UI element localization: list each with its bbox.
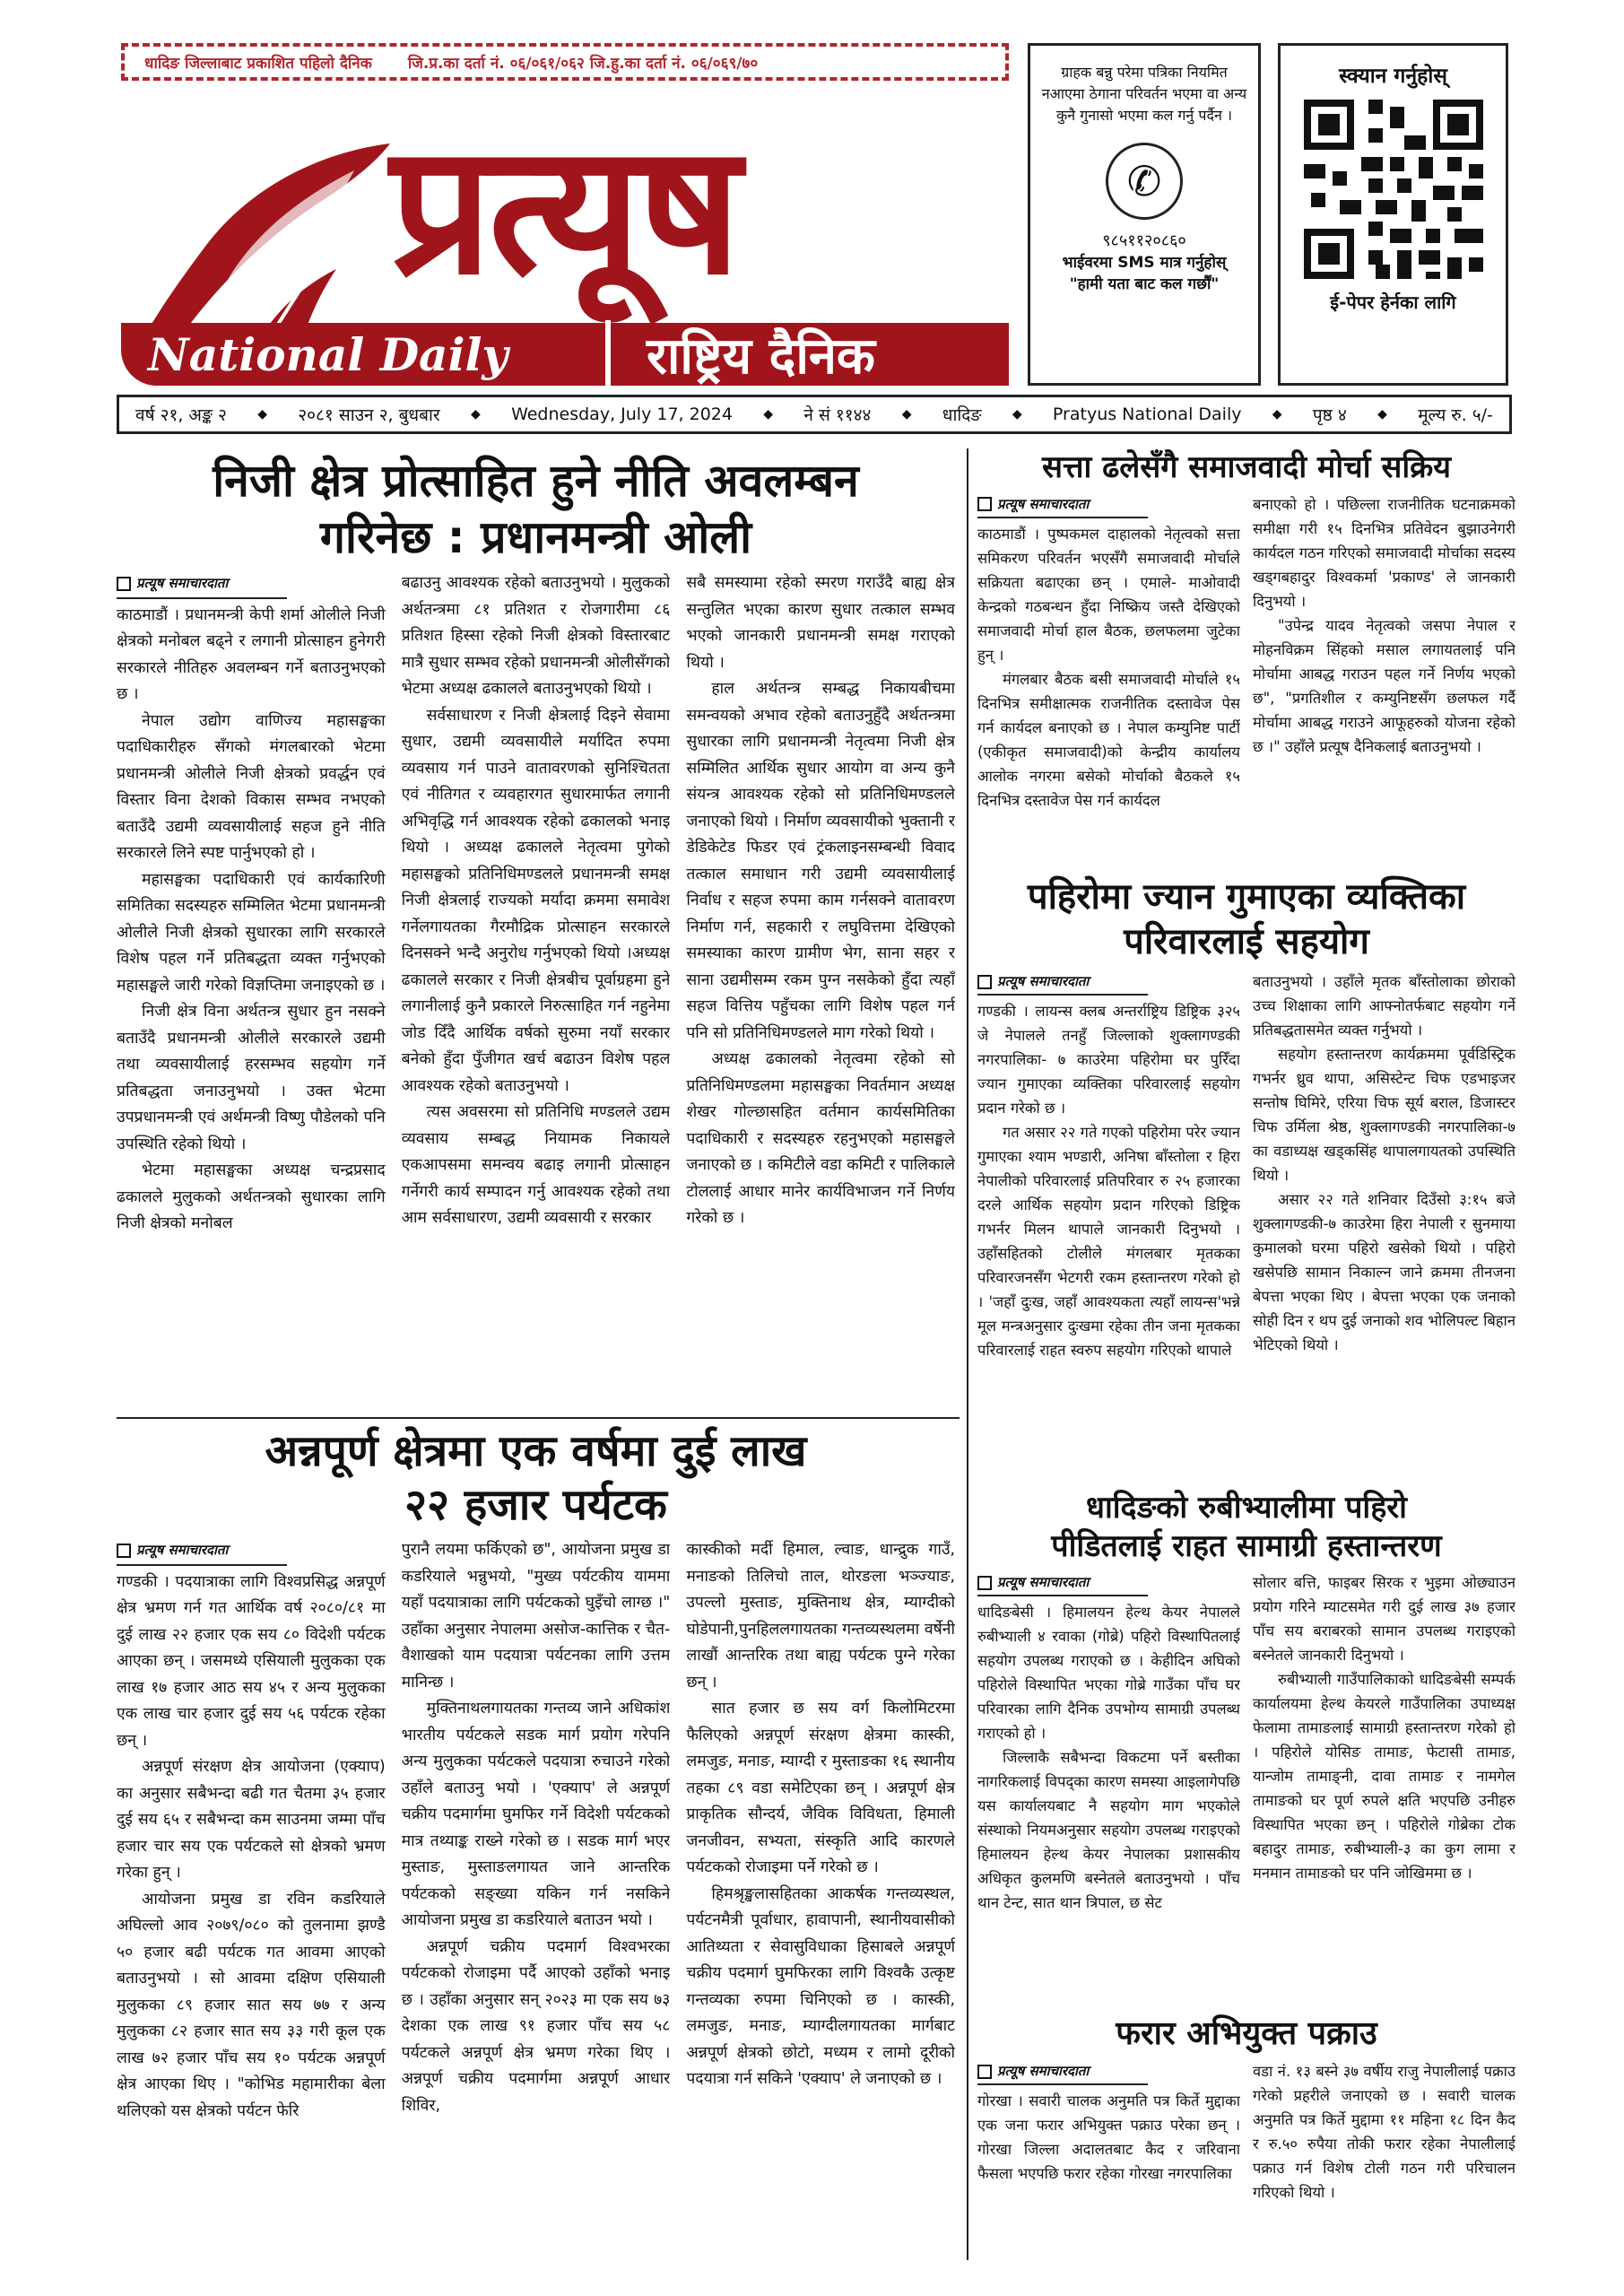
checkbox-icon <box>117 577 131 591</box>
strip-tagline: धादिङ जिल्लाबाट प्रकाशित पहिलो दैनिक <box>144 54 372 73</box>
paragraph: पुरानै लयमा फर्किएको छ", आयोजना प्रमुख डा कडरियाले भन्नुभयो, "मुख्य पर्यटकीय याममा यहाँ पदयात्राका लागि पर्यटकको घुइँचो लाग्छ ।" उहाँका अनुसार नेपालमा असोज-कात्तिक र चैत-वैशाखको याम पदयात्रा पर्यटनका लागि उत्तम मानिन्छ । <box>401 1541 671 1692</box>
byline <box>977 2059 1148 2085</box>
paragraph: गोरखा । सवारी चालक अनुमति पत्र किर्ते मुद्दाका एक जना फरार अभियुक्त पक्राउ परेका छन् । गोरखा जिल्ला अदालतबाट कैद र जरिवाना फैसला भएपछि फरार रहेका गोरखा नगरपालिका <box>977 2092 1240 2182</box>
phone-number[interactable]: ९८५११२०८६० <box>1102 231 1186 250</box>
diamond-separator-icon: ◆ <box>1012 407 1022 422</box>
checkbox-icon <box>977 497 992 511</box>
flame-quill-icon <box>121 135 399 350</box>
paragraph: वडा नं. १३ बस्ने ३७ वर्षीय राजु नेपालीलाई पक्राउ गरेको प्रहरीले जनाएको छ । सवारी चालक अनुमति पत्र किर्ते मुद्दामा ११ महिना १८ दिन कैद र रु.५० रुपैया तोकी फरार रहेका नेपालीलाई पक्राउ गर्न विशेष टोली गठन गरी परिचालन गरिएको थियो । <box>1253 2063 1515 2201</box>
article-headline <box>977 1489 1515 1565</box>
article-headline: सत्ता ढलेसँगै समाजवादी मोर्चा सक्रिय <box>1041 449 1452 485</box>
paragraph: हिमश्रृङ्खलासहितका आकर्षक गन्तव्यस्थल, पर्यटनमैत्री पूर्वाधार, हावापानी, स्थानीयवासीको आतिथ्यता र सेवासुविधाका हिसाबले अन्नपूर्ण चक्रीय पदमार्ग घुमफिरका लागि विश्वकै उत्कृष्ट गन्तव्यका रुपमा चिनिएको छ । कास्की, लमजुङ, मनाङ, म्याग्दीलगायतका मार्गबाट अन्नपूर्ण क्षेत्रको छोटो, मध्यम र लामो दूरीको पदयात्रा गर्न सकिने 'एक्याप' ले जनाएको छ । <box>686 1884 956 2088</box>
paragraph: कास्कीको मर्दी हिमाल, ल्वाङ, धान्द्रुक गाउँ, मनाङको तिलिचो ताल, थोरङला भञ्ज्याङ, उपल्लो मुस्ताङ, मुक्तिनाथ क्षेत्र, म्याग्दीको घोडेपानी,पुनहिललगायतका गन्तव्यस्थलमा वर्षेनी लाखौं आन्तरिक तथा बाह्य पर्यटक पुग्ने गरेका छन् । <box>686 1541 956 1692</box>
article-headline: फरार अभियुक्त पक्राउ <box>1116 2015 1377 2052</box>
price: मूल्य रु. ५/- <box>1418 405 1493 425</box>
article-fugitive-arrested <box>977 2013 1515 2274</box>
paragraph: अन्नपूर्ण चक्रीय पदमार्ग विश्वभरका पर्यटकको रोजाइमा पर्दै आएको उहाँको भनाइ छ । उहाँका अनुसार सन् २०२३ मा एक सय ७३ देशका एक लाख ९१ हजार पाँच सय ५८ पर्यटकले अन्नपूर्ण क्षेत्र भ्रमण गरेका थिए । अन्नपूर्ण चक्रीय पदमार्गमा अन्नपूर्ण आधार शिविर, <box>401 1937 671 2115</box>
paragraph: बताउनुभयो । उहाँले मृतक बाँस्तोलाका छोराको उच्च शिक्षाका लागि आफ्नोतर्फबाट सहयोग गर्ने प्रतिबद्धतासमेत व्यक्त गर्नुभयो । <box>1253 973 1515 1039</box>
article-column <box>1253 492 1515 851</box>
paragraph: महासङ्घका पदाधिकारी एवं कार्यकारिणी समितिका सदस्यहरु सम्मिलित भेटमा प्रधानमन्त्री ओलीले निजी क्षेत्रको सुधारका लागि सरकारले विशेष पहल गर्ने प्रतिबद्धता व्यक्त गर्नुभएको महासङ्घले जारी गरेको विज्ञप्तिमा जनाइएको छ । <box>117 870 386 995</box>
checkbox-icon <box>117 1544 131 1558</box>
date-english: Wednesday, July 17, 2024 <box>511 404 733 424</box>
diamond-separator-icon: ◆ <box>1272 407 1282 422</box>
date-bar <box>117 395 1512 434</box>
article-pm-private-sector <box>117 453 955 1381</box>
byline <box>117 1537 287 1566</box>
sms-instruction: भाईवरमा SMS मात्र गर्नुहोस् <box>1062 254 1227 272</box>
paragraph: भेटमा महासङ्घका अध्यक्ष चन्द्रप्रसाद ढकालले मुलुकको अर्थतन्त्रको सुधारका लागि निजी क्षेत्रको मनोबल <box>117 1161 386 1232</box>
qr-scan-box <box>1278 43 1508 386</box>
diamond-separator-icon: ◆ <box>1377 407 1387 422</box>
qr-code-icon[interactable] <box>1304 100 1483 279</box>
headline-line-1: धादिङको रुबीभ्यालीमा पहिरो <box>1086 1490 1407 1526</box>
article-column <box>402 570 671 1360</box>
byline <box>977 970 1148 996</box>
paragraph: जिल्लाकै सबैभन्दा विकटमा पर्ने बस्तीका नागरिकलाई विपद्का कारण समस्या आइलागेपछि यस कार्यालयबाट नै सहयोग माग भएकोले संस्थाको नियमअनुसार सहयोग उपलब्ध गराइएको हिमालयन हेल्थ केयर नेपालका प्रशासकीय अधिकृत कुलमणि बस्नेतले बताउनुभयो । पाँच थान टेन्ट, सात थान त्रिपाल, छ सेट <box>977 1749 1240 1911</box>
article-column <box>117 570 386 1360</box>
article-column <box>1253 970 1515 1472</box>
article-column <box>686 1537 955 2255</box>
scan-caption: ई-पेपर हेर्नका लागि <box>1330 291 1456 313</box>
article-annapurna-tourists <box>117 1424 955 2276</box>
article-column <box>977 1570 1240 1983</box>
paragraph: काठमाडौं । पुष्पकमल दाहालको नेतृत्वको सत्ता समिकरण परिवर्तन भएसँगै समाजवादी मोर्चाले सक्रियता बढाएका छन् । एमाले- माओवादी केन्द्रको गठबन्धन हुँदा निष्क्रिय जस्तै देखिएको समाजवादी मोर्चा हाल बैठक, छलफलमा जुटेका हुन् । <box>977 525 1240 664</box>
paragraph: त्यस अवसरमा सो प्रतिनिधि मण्डलले उद्यम व्यवसाय सम्बद्ध नियामक निकायले एकआपसमा समन्वय बढाइ लगानी प्रोत्साहन गर्नेगरी कार्य सम्पादन गर्नु आवश्यक रहेको तथा आम सर्वसाधारण, उद्यमी व्यवसायी र सरकार <box>401 1103 671 1227</box>
scan-title: स्क्यान गर्नुहोस् <box>1339 65 1447 88</box>
byline <box>977 1570 1148 1596</box>
article-headline <box>117 1424 955 1532</box>
paragraph: "उपेन्द्र यादव नेतृत्वको जसपा नेपाल र मोहनविक्रम सिंहको मसाल लगायतलाई पनि मोर्चामा आबद्ध गराउन पहल गर्ने निर्णय भएको छ", "प्रगतिशील र कम्युनिष्टसँग छलफल गर्दै मोर्चामा आबद्ध गराउने आफूहरुको योजना रहेको छ ।" उहाँले प्रत्यूष दैनिकलाई बताउनुभयो । <box>1253 616 1515 755</box>
byline-text: प्रत्यूष समाचारदाता <box>997 973 1090 989</box>
headline-line-1: अन्नपूर्ण क्षेत्रमा एक वर्षमा दुई लाख <box>265 1426 807 1476</box>
paragraph: बढाउनु आवश्यक रहेको बताउनुभयो । मुलुकको अर्थतन्त्रमा ८१ प्रतिशत र रोजगारीमा ८६ प्रतिशत हिस्सा रहेको निजी क्षेत्रको विस्तारबाट मात्रै सुधार सम्भव रहेको प्रधानमन्त्री ओलीसँगको भेटमा अध्यक्ष ढकालले बताउनुभएको थियो । <box>401 574 671 698</box>
paragraph: नेपाल उद्योग वाणिज्य महासङ्घका पदाधिकारीहरु सँगको मंगलबारको भेटमा प्रधानमन्त्री ओलीले निजी क्षेत्रको प्रवर्द्धन एवं विस्तार विना देशको विकास सम्भव नभएको बताउँदै उद्यमी व्यवसायीलाई सहज हुने नीति सरकारले लिने स्पष्ट पार्नुभएको हो । <box>117 711 386 862</box>
paper-name-english: Pratyus National Daily <box>1052 404 1242 424</box>
paragraph: गत असार २२ गते गएको पहिरोमा परेर ज्यान गुमाएका श्याम भण्डारी, अनिषा बाँस्तोला र हिरा नेपालीको परिवारलाई प्रतिपरिवार रु २५ हजारका दरले आर्थिक सहयोग प्रदान गरिएको डिष्ट्रिक गभर्नर मिलन थापाले जानकारी दिनुभयो । उहाँसहितको टोलीले मंगलबार मृतकका परिवारजनसँग भेटगरी रकम हस्तान्तरण गरेको हो । 'जहाँ दुःख, जहाँ आवश्यकता त्यहाँ लायन्स'भन्ने मूल मन्त्रअनुसार दुःखमा रहेका तीन जना मृतकका परिवारलाई राहत स्वरुप सहयोग गरिएको थापाले <box>977 1124 1240 1359</box>
strip-registration: जि.प्र.का दर्ता नं. ०६/०६१/०६२ जि.हु.का दर्ता नं. ०६/०६९/७० <box>407 54 759 73</box>
logo-band <box>121 323 1009 386</box>
headline-line-1: निजी क्षेत्र प्रोत्साहित हुने नीति अवलम्बन <box>213 455 859 507</box>
byline-text: प्रत्यूष समाचारदाता <box>136 575 229 591</box>
article-column <box>686 570 955 1360</box>
diamond-separator-icon: ◆ <box>470 407 481 422</box>
headline-line-2: पीडितलाई राहत सामाग्री हस्तान्तरण <box>1051 1527 1442 1564</box>
notice-text: ग्राहक बन्नु परेमा पत्रिका नियमित नआएमा ठेगाना परिवर्तन भएमा वा अन्य कुनै गुनासो भएमा कल गर्नु पर्दैन । <box>1041 64 1247 124</box>
newspaper-logo <box>121 99 1009 386</box>
paragraph: मंगलबार बैठक बसी समाजवादी मोर्चाले १५ दिनभित्र समीक्षात्मक राजनीतिक दस्तावेज पेस गर्न कार्यदल बनाएको छ । नेपाल कम्युनिष्ट पार्टी (एकीकृत समाजवादी)को केन्द्रीय कार्यालय आलोक नगरमा बसेको मोर्चाको बैठकले १५ दिनभित्र दस्तावेज पेस गर्न कार्यदल <box>977 670 1240 809</box>
article-headline <box>977 874 1515 964</box>
nepal-sambat: ने सं ११४४ <box>803 405 872 425</box>
diamond-separator-icon: ◆ <box>901 407 912 422</box>
paragraph: सबै समस्यामा रहेको स्मरण गराउँदै बाह्य क्षेत्र सन्तुलित भएका कारण सुधार तत्काल सम्भव भएको जानकारी प्रधानमन्त्री समक्ष गराएको थियो । <box>686 574 956 672</box>
article-divider <box>117 1417 960 1419</box>
paragraph: मुक्तिनाथलगायतका गन्तव्य जाने अधिकांश भारतीय पर्यटकले सडक मार्ग प्रयोग गरेपनि अन्य मुलुकका पर्यटकले पदयात्रा रुचाउने गरेको उहाँले बताउनु भयो । 'एक्याप' ले अन्नपूर्ण चक्रीय पदमार्गमा घुमफिर गर्ने विदेशी पर्यटकको मात्र तथ्याङ्क राख्ने गरेको छ । सडक मार्ग भएर मुस्ताङ, मुस्ताङलगायत जाने आन्तरिक पर्यटकको सङ्ख्या यकिन गर्न नसकिने आयोजना प्रमुख डा कडरियाले बताउन भयो । <box>401 1700 671 1929</box>
paragraph: निजी क्षेत्र विना अर्थतन्त्र सुधार हुन नसक्ने बताउँदै प्रधानमन्त्री ओलीले सरकारले उद्यमी तथा व्यवसायीलाई हरसम्भव सहयोग गर्ने प्रतिबद्धता जनाउनुभयो । उक्त भेटमा उपप्रधानमन्त्री एवं अर्थमन्त्री विष्णु पौडेलको पनि उपस्थिति रहेको थियो । <box>117 1003 386 1153</box>
paragraph: सर्वसाधारण र निजी क्षेत्रलाई दिइने सेवामा सुधार, उद्यमी व्यवसायीले मर्यादित रुपमा व्यवसाय गर्न पाउने वातावरणको सुनिश्चितता एवं नीतिगत र व्यवहारगत सुधारमार्फत लगानी अभिवृद्धि गर्न आवश्यक रहेको ढकालको भनाइ थियो । अध्यक्ष ढकालले नेतृत्वमा पुगेको महासङ्घको प्रतिनिधिमण्डलले प्रधानमन्त्री समक्ष निजी क्षेत्रलाई राज्यको मर्यादा क्रममा समावेश गर्नेलगायतका गैरमौद्रिक प्रोत्साहन सरकारले दिनसक्ने भन्दै अनुरोध गर्नुभएको थियो ।अध्यक्ष ढकालले सरकार र निजी क्षेत्रबीच पूर्वाग्रहमा हुने लगानीलाई कुनै प्रकारले निरुत्साहित गर्न नहुनेमा जोड दिँदै आर्थिक वर्षको सुरुमा नयाँ सरकार बनेको हुँदा पुँजीगत खर्च बढाउन विशेष पहल आवश्यक रहेको बताउनुभयो । <box>401 706 671 1095</box>
article-landslide-support <box>977 874 1515 1484</box>
paragraph: रुबीभ्याली गाउँपालिकाको धादिङबेसी सम्पर्क कार्यालयमा हेल्थ केयरले गाउँपालिका उपाध्यक्ष फेलामा तामाङलाई सामाग्री हस्तान्तरण गरेको हो । पहिरोले योसिङ तामाङ, फेटासी तामाङ, यान्जोम तामाङ्नी, दावा तामाङ र नामगेल तामाङको घर पूर्ण रुपले क्षति भएपछि उनीहरु विस्थापित भएका छन् । पहिरोले गोब्रेका टोक बहादुर तामाङ, रुबीभ्याली-३ का कुग लामा र मनमान तामाङको घर पनि जोखिममा छ । <box>1253 1671 1515 1882</box>
subscriber-notice <box>1028 43 1261 386</box>
paragraph: काठमाडौं । प्रधानमन्त्री केपी शर्मा ओलीले निजी क्षेत्रको मनोबल बढ्ने र लगानी प्रोत्साहन हुनेगरी सरकारले नीतिहरु अवलम्बन गर्ने बताउनुभएको छ । <box>117 605 386 703</box>
date-nepali: २०८१ साउन २, बुधबार <box>298 405 440 425</box>
byline-text: प्रत्यूष समाचारदाता <box>997 2063 1090 2079</box>
phone-icon: ✆ <box>1106 143 1183 220</box>
paragraph: गण्डकी । लायन्स क्लब अन्तर्राष्ट्रिय डिष्ट्रिक ३२५ जे नेपालले तनहुँ जिल्लाको शुक्लागण्डकी नगरपालिका- ७ काउरेमा पहिरोमा घर पुरिँदा ज्यान गुमाएका व्यक्तिका परिवारलाई सहयोग प्रदान गरेको छ । <box>977 1003 1240 1117</box>
paragraph: अन्नपूर्ण संरक्षण क्षेत्र आयोजना (एक्याप) का अनुसार सबैभन्दा बढी गत चैतमा ३५ हजार दुई सय ६५ र सबैभन्दा कम साउनमा जम्मा पाँच हजार चार सय एक पर्यटकले सो क्षेत्रको भ्रमण गरेका हुन् । <box>117 1758 386 1882</box>
paragraph: सात हजार छ सय वर्ग किलोमिटरमा फैलिएको अन्नपूर्ण संरक्षण क्षेत्रमा कास्की, लमजुङ, मनाङ, म्याग्दी र मुस्ताङका १६ स्थानीय तहका ८९ वडा समेटिएका छन् । अन्नपूर्ण क्षेत्र प्राकृतिक सौन्दर्य, जैविक विविधता, हिमाली जनजीवन, सभ्यता, संस्कृति आदि कारणले पर्यटकको रोजाइमा पर्ने गरेको छ । <box>686 1700 956 1876</box>
headline-line-1: पहिरोमा ज्यान गुमाएका व्यक्तिका <box>1027 876 1466 918</box>
article-column <box>977 492 1240 851</box>
byline <box>117 570 287 599</box>
registration-strip <box>121 43 1009 81</box>
paragraph: हाल अर्थतन्त्र सम्बद्ध निकायबीचमा समन्वयको अभाव रहेको बताउनुहुँदै अर्थतन्त्रमा सुधारका लागि प्रधानमन्त्री नेतृत्वमा निजी क्षेत्र सम्मिलित आर्थिक सुधार आयोग वा अन्य कुनै संयन्त्र आवश्यक रहेको सो प्रतिनिधिमण्डलले जनाएको थियो । निर्माण व्यवसायीको भुक्तानी र डेडिकेटेड फिडर एवं ट्रंकलाइनसम्बन्धी विवाद तत्काल समाधान गरी उद्यमी व्यवसायीलाई निर्वाध र सहज रुपमा काम गर्नसक्ने वातावरण निर्माण गर्न, सहकारी र लघुवित्तमा देखिएको समस्याका कारण ग्रामीण भेग, साना सहर र साना उद्यमीसम्म रकम पुग्न नसकेको हुँदा त्यहाँ सहज वित्तिय पहुँचका लागि विशेष पहल गर्न पनि सो प्रतिनिधिमण्डलले माग गरेको थियो । <box>686 680 956 1042</box>
checkbox-icon <box>977 975 992 989</box>
article-socialist-front <box>977 448 1515 870</box>
article-rubyvalley-relief <box>977 1489 1515 2000</box>
checkbox-icon <box>977 1576 992 1590</box>
volume-issue: वर्ष २१, अङ्क २ <box>135 405 227 425</box>
paragraph: बनाएको हो । पछिल्ला राजनीतिक घटनाक्रमको समीक्षा गरी १५ दिनभित्र प्रतिवेदन बुझाउनेगरी कार्यदल गठन गरिएको समाजवादी मोर्चाका सदस्य खड्गबहादुर विश्वकर्मा 'प्रकाण्ड' ले जानकारी दिनुभयो । <box>1253 495 1515 610</box>
paragraph: अध्यक्ष ढकालको नेतृत्वमा रहेको सो प्रतिनिधिमण्डलमा महासङ्घका निवर्तमान अध्यक्ष शेखर गोल्छासहित वर्तमान कार्यसमितिका पदाधिकारी र सदस्यहरु रहनुभएको महासङ्घले जनाएको छ । कमिटीले वडा कमिटी र पालिकाले टोललाई आधार मानेर कार्यविभाजन गर्ने निर्णय गरेको छ । <box>686 1050 956 1227</box>
paragraph: असार २२ गते शनिवार दिउँसो ३:१५ बजे शुक्लागण्डकी-७ काउरेमा हिरा नेपाली र सुनमाया कुमालको घरमा पहिरो खसेको थियो । पहिरो खसेपछि सामान निकाल्न जाने क्रममा तीनजना बेपत्ता भएका थिए । बेपत्ता भएका एक जनाको सोही दिन र थप दुई जनाको शव भोलिपल्ट बिहान भेटिएको थियो । <box>1253 1191 1515 1353</box>
article-column <box>977 2059 1240 2257</box>
paragraph: सोलार बत्ति, फाइबर सिरक र भुइमा ओछ्याउन प्रयोग गरिने म्याटसमेत गरी दुई लाख ३७ हजार पाँच सय बराबरको सामान उपलब्ध गराइएको बस्नेतले जानकारी दिनुभयो । <box>1253 1574 1515 1664</box>
article-headline <box>117 453 955 565</box>
headline-line-2: २२ हजार पर्यटक <box>404 1480 667 1530</box>
byline-text: प्रत्यूष समाचारदाता <box>997 495 1090 512</box>
byline-text: प्रत्यूष समाचारदाता <box>997 1574 1090 1590</box>
paragraph: सहयोग हस्तान्तरण कार्यक्रममा पूर्वडिस्ट्रिक गभर्नर ध्रुव थापा, असिस्टेन्ट चिफ एडभाइजर सन्तोष घिमिरे, एरिया चिफ सूर्य बराल, डिजास्टर चिफ उर्मिला श्रेष्ठ, शुक्लागण्डकी नगरपालिका-७ का वडाध्यक्ष खड्कसिंह थापालगायतको उपस्थिति थियो । <box>1253 1046 1515 1184</box>
paragraph: धादिङबेसी । हिमालयन हेल्थ केयर नेपालले रुबीभ्याली ४ रवाका (गोब्रे) पहिरो विस्थापितलाई सहयोग उपलब्ध गराएको छ । केहीदिन अघिको पहिरोले विस्थापित भएका गोब्रे गाउँका पाँच घर परिवारका लागि दैनिक उपभोग्य सामाग्री उपलब्ध गराएको हो । <box>977 1604 1240 1742</box>
article-column <box>1253 1570 1515 1983</box>
checkbox-icon <box>977 2065 992 2079</box>
byline-text: प्रत्यूष समाचारदाता <box>136 1542 229 1558</box>
article-column <box>977 970 1240 1472</box>
diamond-separator-icon: ◆ <box>257 407 267 422</box>
sms-quote: "हामी यता बाट कल गर्छौं" <box>1069 275 1220 293</box>
article-column <box>402 1537 671 2255</box>
article-column <box>1253 2059 1515 2257</box>
paragraph: आयोजना प्रमुख डा रविन कडरियाले अघिल्लो आव २०७९/०८० को तुलनामा झण्डै ५० हजार बढी पर्यटक गत आवमा आएको बताउनुभयो । सो आवमा दक्षिण एसियाली मुलुकका ८९ हजार सात सय ७७ र अन्य मुलुकका ८२ हजार सात सय ३३ गरी कूल एक लाख ७२ हजार पाँच सय १० पर्यटक अन्नपूर्ण क्षेत्र आएका थिए । "कोभिड महामारीका बेला थलिएको यस क्षेत्रको पर्यटन फेरि <box>117 1890 386 2120</box>
headline-line-2: परिवारलाई सहयोग <box>1124 921 1369 962</box>
place: धादिङ <box>942 405 982 425</box>
column-divider <box>967 448 968 2260</box>
paragraph: गण्डकी । पदयात्राका लागि विश्वप्रसिद्ध अन्नपूर्ण क्षेत्र भ्रमण गर्न गत आर्थिक वर्ष २०८०/८१ मा दुई लाख २२ हजार एक सय ८० विदेशी पर्यटक आएका छन् । जसमध्ये एसियाली मुलुकका एक लाख १७ हजार आठ सय ४५ र अन्य मुलुकका एक लाख चार हजार दुई सय ५६ पर्यटक रहेका छन् । <box>117 1572 386 1750</box>
logo-english: National Daily <box>148 327 508 381</box>
diamond-separator-icon: ◆ <box>763 407 774 422</box>
article-column <box>117 1537 386 2255</box>
page-number: पृष्ठ ४ <box>1312 405 1347 425</box>
logo-title: प्रत्यूष <box>390 106 738 315</box>
byline <box>977 492 1148 518</box>
logo-nepali: राष्ट्रिय दैनिक <box>605 320 875 388</box>
headline-line-2: गरिनेछ : प्रधानमन्त्री ओली <box>319 510 752 563</box>
